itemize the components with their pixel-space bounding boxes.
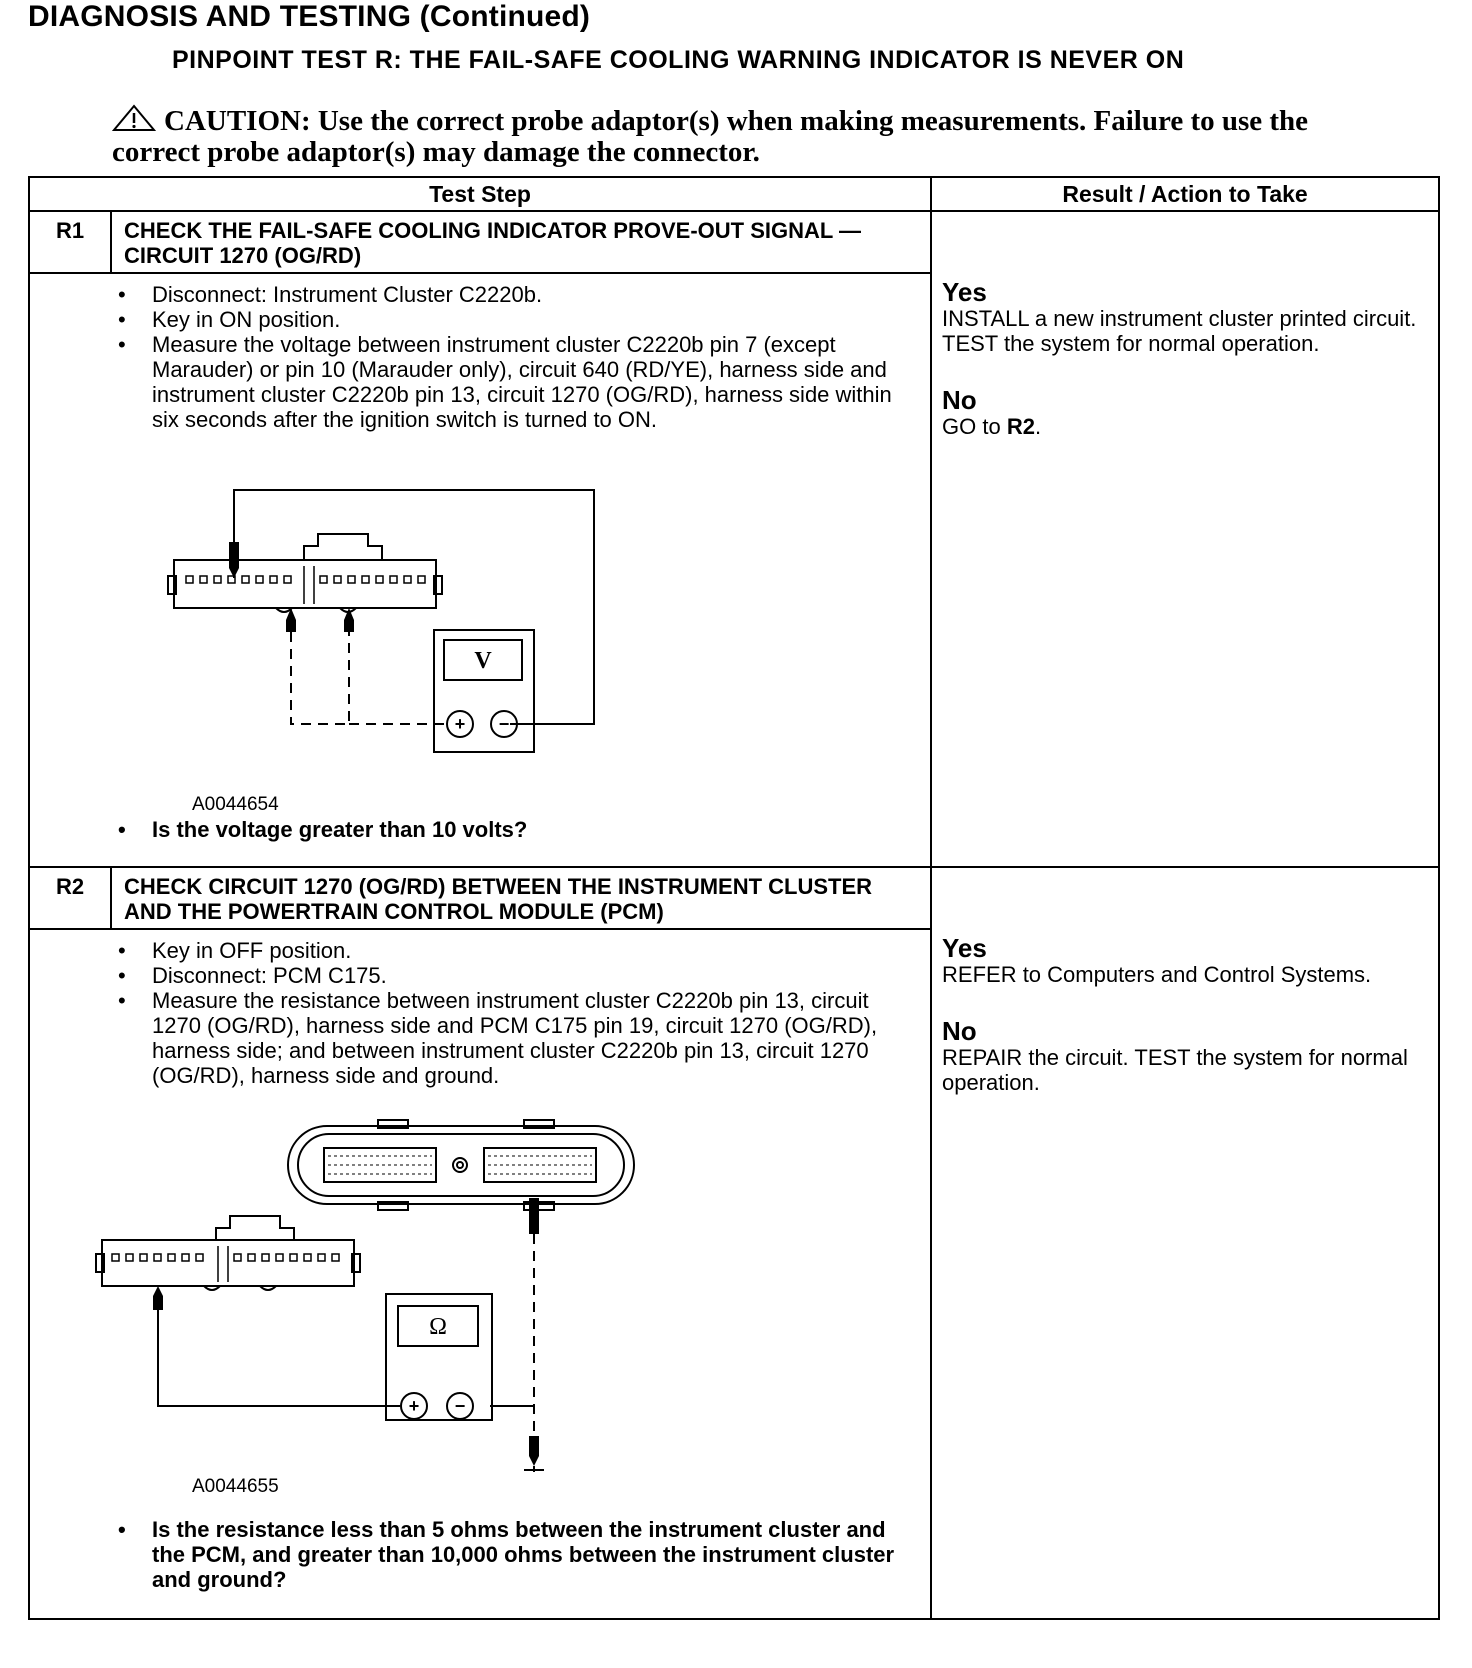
warning-triangle-icon: [112, 104, 156, 132]
pinpoint-test-title: PINPOINT TEST R: THE FAIL-SAFE COOLING WARNING INDICATOR IS NEVER ON: [172, 46, 1185, 74]
step-r1-body: [29, 273, 931, 867]
bullet-item: • Key in ON position.: [118, 307, 920, 332]
step-id: R1: [29, 211, 111, 273]
step-id: R2: [29, 867, 111, 929]
pcm-connector: [288, 1120, 634, 1210]
pinpoint-test-table: [28, 176, 1440, 1620]
step-title: CHECK CIRCUIT 1270 (OG/RD) BETWEEN THE INSTRUMENT CLUSTER AND THE POWERTRAIN CONTROL MODULE (PCM): [111, 867, 931, 929]
ground-icon: [524, 1466, 544, 1472]
probe-tip-icon: [153, 1286, 163, 1310]
step-r1-question: [44, 817, 920, 842]
meter-symbol: V: [474, 648, 492, 674]
positive-terminal-icon: +: [454, 714, 466, 734]
meter-symbol: Ω: [429, 1314, 447, 1340]
result-yes-label: Yes: [942, 933, 987, 963]
column-header-result: Result / Action to Take: [931, 177, 1439, 211]
result-yes-text: INSTALL a new instrument cluster printed circuit. TEST the system for normal operation.: [942, 306, 1417, 356]
table-header-row: [29, 177, 1439, 211]
resistance-test-diagram: [84, 1114, 684, 1474]
step-title: CHECK THE FAIL-SAFE COOLING INDICATOR PROVE-OUT SIGNAL — CIRCUIT 1270 (OG/RD): [111, 211, 931, 273]
page-heading: DIAGNOSIS AND TESTING (Continued): [28, 0, 591, 33]
step-r2-title-row: [29, 867, 1439, 929]
caution-notice: [112, 104, 1342, 168]
result-no-text: GO to R2.: [942, 414, 1042, 439]
step-r2-bullets: [44, 938, 920, 1088]
result-no-text: REPAIR the circuit. TEST the system for normal operation.: [942, 1045, 1408, 1095]
probe-tip-icon: [229, 542, 239, 578]
connector-pin-row: [186, 566, 425, 604]
step-r2-question: [44, 1517, 920, 1592]
column-header-test-step: Test Step: [29, 177, 931, 211]
question-text: • Is the voltage greater than 10 volts?: [118, 817, 920, 842]
result-yes-label: Yes: [942, 277, 987, 307]
step-reference-link[interactable]: R2: [1006, 414, 1035, 439]
probe-tip-icon: [529, 1198, 539, 1234]
bullet-item: • Key in OFF position.: [118, 938, 920, 963]
probe-tip-icon: [529, 1436, 539, 1466]
figure-id: A0044655: [192, 1476, 279, 1497]
result-yes-text: REFER to Computers and Control Systems.: [942, 962, 1372, 987]
bullet-item: • Disconnect: PCM C175.: [118, 963, 920, 988]
ohmmeter: [386, 1294, 492, 1420]
step-r2-body: [29, 929, 931, 1619]
bullet-item: • Measure the resistance between instrument cluster C2220b pin 13, circuit 1270 (OG/RD), harness side and PCM C175 pin 19, circuit 1270 (OG/RD), harness side; and between instrument cluster C2220b pin 13, circuit 1270 (OG/RD), harness side and ground.: [118, 988, 920, 1088]
bullet-item: • Disconnect: Instrument Cluster C2220b.: [118, 282, 920, 307]
bullet-item: • Measure the voltage between instrument cluster C2220b pin 7 (except Marauder) or pin 10 (Marauder only), circuit 640 (RD/YE), harness side and instrument cluster C2220b pin 13, circuit 1270 (OG/RD), harness side within six seconds after the ignition switch is turned to ON.: [118, 332, 920, 432]
voltage-test-diagram: [164, 480, 724, 780]
negative-terminal-icon: −: [498, 714, 510, 734]
result-no-label: No: [942, 1016, 977, 1046]
connector-pin-row: [112, 1246, 339, 1282]
instrument-cluster-connector: [168, 534, 442, 612]
result-no-label: No: [942, 385, 977, 415]
step-r1-bullets: [44, 282, 920, 432]
step-r1-result: [931, 211, 1439, 867]
negative-terminal-icon: −: [454, 1396, 466, 1416]
question-text: • Is the resistance less than 5 ohms between the instrument cluster and the PCM, and greater than 10,000 ohms between the instrument cluster and ground?: [118, 1517, 920, 1592]
probe-wire-dashed: [291, 632, 446, 724]
figure-id: A0044654: [192, 794, 279, 815]
positive-terminal-icon: +: [408, 1396, 420, 1416]
caution-text: CAUTION: Use the correct probe adaptor(s) when making measurements. Failure to use the correct probe adaptor(s) may damage the connector.: [112, 105, 1309, 168]
step-r1-title-row: [29, 211, 1439, 273]
step-r2-result: [931, 867, 1439, 1619]
